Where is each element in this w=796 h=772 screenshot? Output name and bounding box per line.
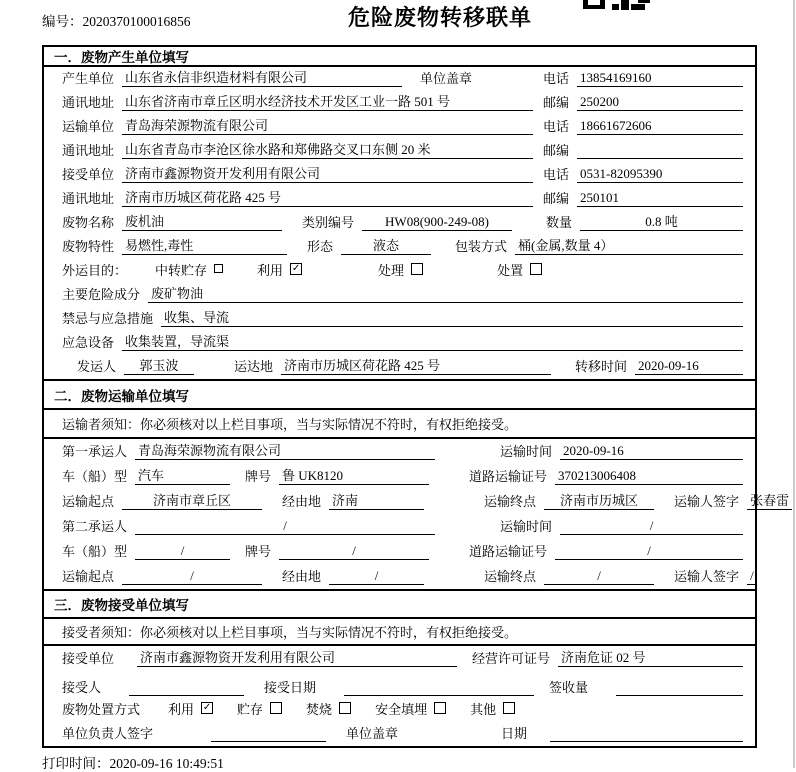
shipper-label: 发运人: [77, 359, 117, 374]
option-label: 焚烧: [306, 702, 333, 717]
transporter-sign-value: 张春雷: [747, 490, 792, 510]
receiver-notice: 接受者须知：你必须核对以上栏目事项，当与实际情况不符时，有权拒绝接受。: [44, 619, 755, 646]
category-label: 类别编号: [302, 215, 355, 230]
row-equipment: [44, 331, 755, 355]
accept-unit-label: 接受单位: [62, 651, 115, 666]
route-via-value-empty: /: [329, 568, 424, 585]
phone-label: 电话: [543, 71, 570, 86]
transporter-sign-label: 运输人签字: [674, 569, 740, 584]
disposal-option-other: [470, 699, 515, 718]
route-end-label: 运输终点: [484, 494, 537, 509]
zip-value: 250101: [577, 190, 743, 207]
address-label: 通讯地址: [62, 95, 115, 110]
route-start-value-empty: /: [122, 568, 262, 585]
waste-name-value: 废机油: [122, 211, 282, 231]
phone-label: 电话: [543, 167, 570, 182]
manifest-form: [42, 45, 790, 748]
option-label: 利用: [168, 702, 195, 717]
purpose-label: 外运目的：: [62, 263, 128, 278]
route-via-label: 经由地: [282, 494, 322, 509]
row-disposal: [44, 700, 755, 722]
address-label: 通讯地址: [62, 143, 115, 158]
section-1-header: 一．废物产生单位填写: [44, 47, 755, 67]
quantity-value: 0.8 吨: [580, 211, 743, 231]
disposal-label: 废物处置方式: [62, 702, 141, 717]
form-value: 液态: [341, 235, 431, 255]
checkbox-checked-icon: ✓: [202, 701, 212, 713]
form-label: 形态: [307, 239, 334, 254]
phone-label: 电话: [543, 119, 570, 134]
character-label: 废物特性: [62, 239, 115, 254]
zip-value: 250200: [577, 94, 743, 111]
waste-name-label: 废物名称: [62, 215, 115, 230]
section-transporter: [44, 379, 790, 589]
checkbox-icon: [411, 263, 423, 275]
category-value: HW08(900-249-08): [362, 214, 512, 231]
option-label: 利用: [257, 263, 284, 278]
signed-amount-value-empty: [616, 679, 743, 696]
accept-unit-value: 济南市鑫源物资开发利用有限公司: [137, 647, 457, 667]
purpose-option-treat: [378, 260, 423, 279]
section-3-header: 三．废物接受单位填写: [44, 591, 755, 619]
manager-sign-value-empty: [211, 725, 326, 742]
vehicle-label: 车（船）型: [62, 544, 128, 559]
route-end-value: 济南市历城区: [544, 490, 654, 510]
checkbox-checked-icon: ✓: [291, 262, 301, 274]
shipper-value: 郭玉波: [124, 355, 194, 375]
purpose-option-transfer: [155, 260, 223, 279]
transfer-time-value: 2020-09-16: [635, 358, 743, 375]
route-start-label: 运输起点: [62, 494, 115, 509]
plate-label: 牌号: [245, 544, 272, 559]
print-time-label: 打印时间：: [42, 756, 110, 771]
zip-value-empty: [577, 142, 743, 159]
date-label: 日期: [501, 726, 528, 741]
manager-sign-label: 单位负责人签字: [62, 726, 154, 741]
character-value: 易燃性,毒性: [122, 235, 287, 255]
route-end-label: 运输终点: [484, 569, 537, 584]
address-value: 山东省青岛市李沧区徐水路和郑佛路交叉口东侧 20 米: [122, 139, 533, 159]
checkbox-icon: [214, 264, 223, 273]
disposal-option-store: [237, 699, 282, 718]
phone-field: [543, 68, 743, 87]
plate-value: 鲁 UK8120: [279, 465, 429, 485]
vehicle-label: 车（船）型: [62, 469, 128, 484]
road-permit-value-empty: /: [555, 543, 743, 560]
address-value: 济南市历城区荷花路 425 号: [122, 187, 533, 207]
row-carrier-2: [44, 514, 755, 539]
transport-time-value: 2020-09-16: [560, 443, 743, 460]
transporter-sign-label: 运输人签字: [674, 494, 740, 509]
phone-value: 18661672606: [577, 118, 743, 135]
page-edge-divider: [793, 0, 795, 768]
transfer-time-label: 转移时间: [575, 359, 628, 374]
serial-label: 编号：: [42, 14, 83, 29]
route-start-value: 济南市章丘区: [122, 490, 262, 510]
producer-label: 产生单位: [62, 71, 115, 86]
carrier-value-empty: /: [135, 518, 435, 535]
transport-time-label: 运输时间: [500, 519, 553, 534]
transporter-notice: 运输者须知：你必须核对以上栏目事项，当与实际情况不符时，有权拒绝接受。: [44, 410, 755, 439]
row-waste-character: [44, 235, 755, 259]
transporter-label: 运输单位: [62, 119, 115, 134]
seal-label: 单位盖章: [420, 71, 473, 86]
serial-number: [42, 10, 191, 30]
phone-value: 0531-82095390: [577, 166, 743, 183]
carrier-label: 第二承运人: [62, 519, 128, 534]
road-permit-label: 道路运输证号: [469, 469, 548, 484]
route-start-label: 运输起点: [62, 569, 115, 584]
row-transporter: [44, 115, 755, 139]
road-permit-label: 道路运输证号: [469, 544, 548, 559]
equipment-label: 应急设备: [62, 335, 115, 350]
phone-field: [543, 116, 743, 135]
row-acceptor: [44, 671, 755, 700]
print-time-value: 2020-09-16 10:49:51: [109, 756, 224, 771]
permit-label: 经营许可证号: [472, 651, 551, 666]
option-label: 安全填埋: [375, 702, 428, 717]
packing-value: 桶(金属,数量 4）: [515, 235, 743, 255]
signed-amount-label: 签收量: [549, 680, 589, 695]
unit-seal-label: 单位盖章: [346, 726, 399, 741]
destination-label: 运达地: [234, 359, 274, 374]
equipment-value: 收集装置，导流渠: [122, 331, 743, 351]
print-time: [42, 752, 224, 772]
transport-time-label: 运输时间: [500, 444, 553, 459]
option-label: 处置: [497, 263, 524, 278]
carrier-value: 青岛海荣源物流有限公司: [135, 440, 435, 460]
vehicle-value: 汽车: [135, 465, 230, 485]
row-waste-name: [44, 211, 755, 235]
address-label: 通讯地址: [62, 191, 115, 206]
route-end-value-empty: /: [544, 568, 654, 585]
purpose-option-dispose: [497, 260, 542, 279]
row-vehicle-1: [44, 464, 755, 489]
option-label: 其他: [470, 702, 497, 717]
checkbox-icon: [270, 702, 282, 714]
row-route-1: [44, 489, 790, 514]
permit-value: 济南危证 02 号: [558, 647, 743, 667]
transporter-value: 青岛海荣源物流有限公司: [122, 115, 533, 135]
row-manager-sign: [44, 722, 755, 746]
row-hazard: [44, 283, 755, 307]
acceptor-label: 接受人: [62, 680, 102, 695]
packing-label: 包装方式: [455, 239, 508, 254]
row-purpose: [44, 259, 755, 283]
option-label: 中转贮存: [155, 263, 208, 278]
receiver-label: 接受单位: [62, 167, 115, 182]
phone-value: 13854169160: [577, 70, 743, 87]
destination-value: 济南市历城区荷花路 425 号: [281, 355, 551, 375]
producer-value: 山东省永信非织造材料有限公司: [122, 67, 402, 87]
row-receiver: [44, 163, 755, 187]
checkbox-icon: [434, 702, 446, 714]
hazard-label: 主要危险成分: [62, 287, 141, 302]
taboo-value: 收集、导流: [161, 307, 743, 327]
road-permit-value: 370213006408: [555, 468, 743, 485]
zip-field: [543, 92, 743, 111]
row-vehicle-2: [44, 539, 755, 564]
serial-value: 2020370100016856: [82, 14, 191, 29]
row-route-2: [44, 564, 755, 589]
row-carrier-1: [44, 439, 755, 464]
zip-label: 邮编: [543, 191, 570, 206]
route-via-value: 济南: [329, 490, 424, 510]
zip-label: 邮编: [543, 95, 570, 110]
plate-label: 牌号: [245, 469, 272, 484]
route-via-label: 经由地: [282, 569, 322, 584]
taboo-label: 禁忌与应急措施: [62, 311, 154, 326]
section-receiver: [44, 589, 755, 746]
receiver-value: 济南市鑫源物资开发利用有限公司: [122, 163, 533, 183]
row-shipper: [44, 355, 755, 379]
quantity-label: 数量: [546, 215, 573, 230]
zip-field: [543, 188, 743, 207]
phone-field: [543, 164, 743, 183]
checkbox-icon: [530, 263, 542, 275]
vehicle-value-empty: /: [135, 543, 230, 560]
checkbox-icon: [503, 702, 515, 714]
disposal-option-incinerate: [306, 699, 351, 718]
carrier-label: 第一承运人: [62, 444, 128, 459]
acceptor-value-empty: [129, 679, 244, 696]
option-label: 处理: [378, 263, 405, 278]
disposal-option-utilize: [168, 699, 213, 718]
row-producer: [44, 67, 755, 91]
section-producer: [44, 47, 755, 379]
row-accept-unit: [44, 646, 755, 671]
row-taboo: [44, 307, 755, 331]
accept-date-value-empty: [344, 679, 534, 696]
row-transporter-address: [44, 139, 755, 163]
hazard-value: 废矿物油: [148, 283, 743, 303]
plate-value-empty: /: [279, 543, 429, 560]
zip-field: [543, 140, 743, 159]
date-value-empty: [550, 725, 743, 742]
transporter-sign-value-empty: /: [747, 568, 757, 585]
option-label: 贮存: [237, 702, 264, 717]
zip-label: 邮编: [543, 143, 570, 158]
purpose-option-utilize: [257, 260, 302, 279]
row-producer-address: [44, 91, 755, 115]
transport-time-value-empty: /: [560, 518, 743, 535]
section-2-header: 二．废物运输单位填写: [44, 381, 755, 410]
disposal-option-landfill: [375, 699, 446, 718]
document-title: 危险废物转移联单: [347, 5, 532, 30]
address-value: 山东省济南市章丘区明水经济技术开发区工业一路 501 号: [122, 91, 533, 111]
checkbox-icon: [339, 702, 351, 714]
row-receiver-address: [44, 187, 755, 211]
accept-date-label: 接受日期: [264, 680, 317, 695]
